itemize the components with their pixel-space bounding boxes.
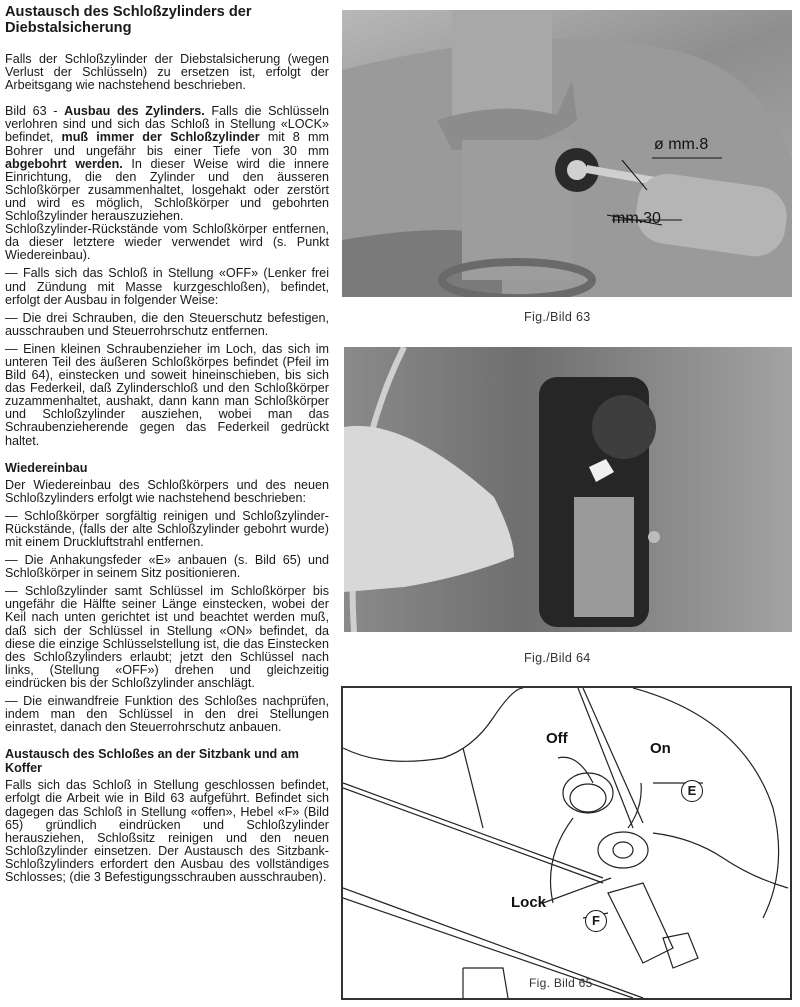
text-run: In dieser Weise wird die innere Einrichtung, die den Zylinder und den äusseren Schloßkörper zusammenhaltet, losgehakt oder zerstört und wird es möglich, Schloßkörper und gebohrten Schloßzylinder herauszuziehen. xyxy=(5,156,329,224)
text-run: Bild 63 - xyxy=(5,104,65,119)
section-title-wiedereinbau: Wiedereinbau xyxy=(5,460,88,475)
paragraph-bild63 xyxy=(5,105,329,223)
text-column xyxy=(5,4,329,884)
figure-63-caption: Fig./Bild 63 xyxy=(524,310,591,324)
text-run: mit 8 mm Bohrer und ungefähr bis einer Tiefe von 30 mm xyxy=(5,130,329,158)
depth-label: mm.30 xyxy=(612,210,661,227)
paragraph-sitzbank: Falls sich das Schloß in Stellung geschlossen befindet, erfolgt die Arbeit wie in Bild 63 aufgeführt. Befindet sich dagegen das Schloß in Stellung «offen», Hebel «F» (Bild 65) gründlich eindrücken und Schloßzylinder herausziehen, Schloßsitz reinigen und den neuen Schloßzylinder einsetzen. Der Austausch des Sitzbank-Schloßzylinders erfordert den Ausbau des vollständiges Schlosses; (die 3 Befestigungsschrauben ausschrauben). xyxy=(5,778,329,884)
bold-run: abgebohrt werden. xyxy=(5,156,123,171)
paragraph-off: — Falls sich das Schloß in Stellung «OFF» (Lenker frei und Zündung mit Masse kurzgeschloßen), befindet, erfolgt der Ausbau in folgender Weise: xyxy=(5,266,329,307)
intro-paragraph: Falls der Schloßzylinder der Diebstalsicherung (wegen Verlust der Schlüsseln) zu ersetzen ist, erfolgt der Arbeitsgang wie nachstehend beschrieben. xyxy=(5,52,329,93)
steering-column-drilling-illustration xyxy=(342,10,792,297)
text-run: Falls die Schlüsseln verlohren sind und sich das Schloß in Stellung «LOCK» befindet, xyxy=(5,104,329,145)
lock-wiring-illustration xyxy=(344,347,792,632)
paragraph-einstecken: — Schloßzylinder samt Schlüssel im Schloßkörper bis ungefähr die Hälfte seiner Länge einstecken, wobei der Keil nach unten gerichtet ist und beachtet werden muß, daß sich der Schlüssel in Stellung «ON» befindet, da diese die einzige Schlüsselstellung ist, die das Einstecken des Schloßzylinders erlaubt; jetzt den Schlüssel nach links, (Stellung «OFF») drehen und gleichzeitig eindrücken bis der Schloßzylinder anschlägt. xyxy=(5,584,329,690)
bold-run: muß immer der Schloßzylinder xyxy=(61,130,260,145)
figure-63-photo xyxy=(342,10,792,297)
section-title-sitzbank: Austausch des Schloßes an der Sitzbank und am Koffer xyxy=(5,747,299,776)
figure-64-caption: Fig./Bild 64 xyxy=(524,651,591,665)
figure-64-photo xyxy=(344,347,792,632)
off-position-label: Off xyxy=(546,730,568,747)
on-position-label: On xyxy=(650,740,671,757)
paragraph-wiedereinbau-intro: Der Wiedereinbau des Schloßkörpers und des neuen Schloßzylinders erfolgt wie nachstehend beschrieben: xyxy=(5,477,329,505)
bold-run: Ausbau des Zylinders. xyxy=(64,104,205,119)
paragraph-funktion: — Die einwandfreie Funktion des Schloßes nachprüfen, indem man den Schlüssel in den drei Stellungen einrastet, danach den Steuerrohrschutz anbauen. xyxy=(5,694,329,735)
paragraph-anhakungsfeder: — Die Anhakungsfeder «E» anbauen (s. Bild 65) und Schloßkörper in seinem Sitz positionieren. xyxy=(5,553,329,581)
paragraph-rueckstaende: Schloßzylinder-Rückstände vom Schloßkörper entfernen, da dieser letztere wieder verwendet wird (s. Punkt Wiedereinbau). xyxy=(5,222,329,263)
callout-e: E xyxy=(681,780,703,802)
section-title-diebstalsicherung: Austausch des Schloßzylinders der Diebstalsicherung xyxy=(5,4,252,36)
diameter-label: ø mm.8 xyxy=(654,136,709,153)
figure-65-drawing xyxy=(341,686,792,1000)
paragraph-reinigen: — Schloßkörper sorgfältig reinigen und Schloßzylinder-Rückstände, (falls der alte Schloßzylinder gebohrt wurde) mit einem Druckluftstrahl entfernen. xyxy=(5,508,329,549)
paragraph-schrauben: — Die drei Schrauben, die den Steuerschutz befestigen, ausschrauben und Steuerrohrschutz entfernen. xyxy=(5,310,329,338)
figure-65-caption: Fig. Bild 65 xyxy=(529,976,593,990)
lock-position-label: Lock xyxy=(511,894,547,911)
callout-f: F xyxy=(585,910,607,932)
paragraph-schraubenzieher: — Einen kleinen Schraubenzieher im Loch, das sich im unteren Teil des äußeren Schloßkörpes befindet (Pfeil im Bild 64), einstecken und soweit hineinschieben, bis sich das Federkeil, daß Zylinderschloß und den Schloßkörper zuzammenhaltet, aushakt, dann kann man Schloßkörper und Schloßzylinder ausziehen, wobei man das Schraubenzieherende gegen das Federkeil gedrückt haltet. xyxy=(5,341,329,448)
